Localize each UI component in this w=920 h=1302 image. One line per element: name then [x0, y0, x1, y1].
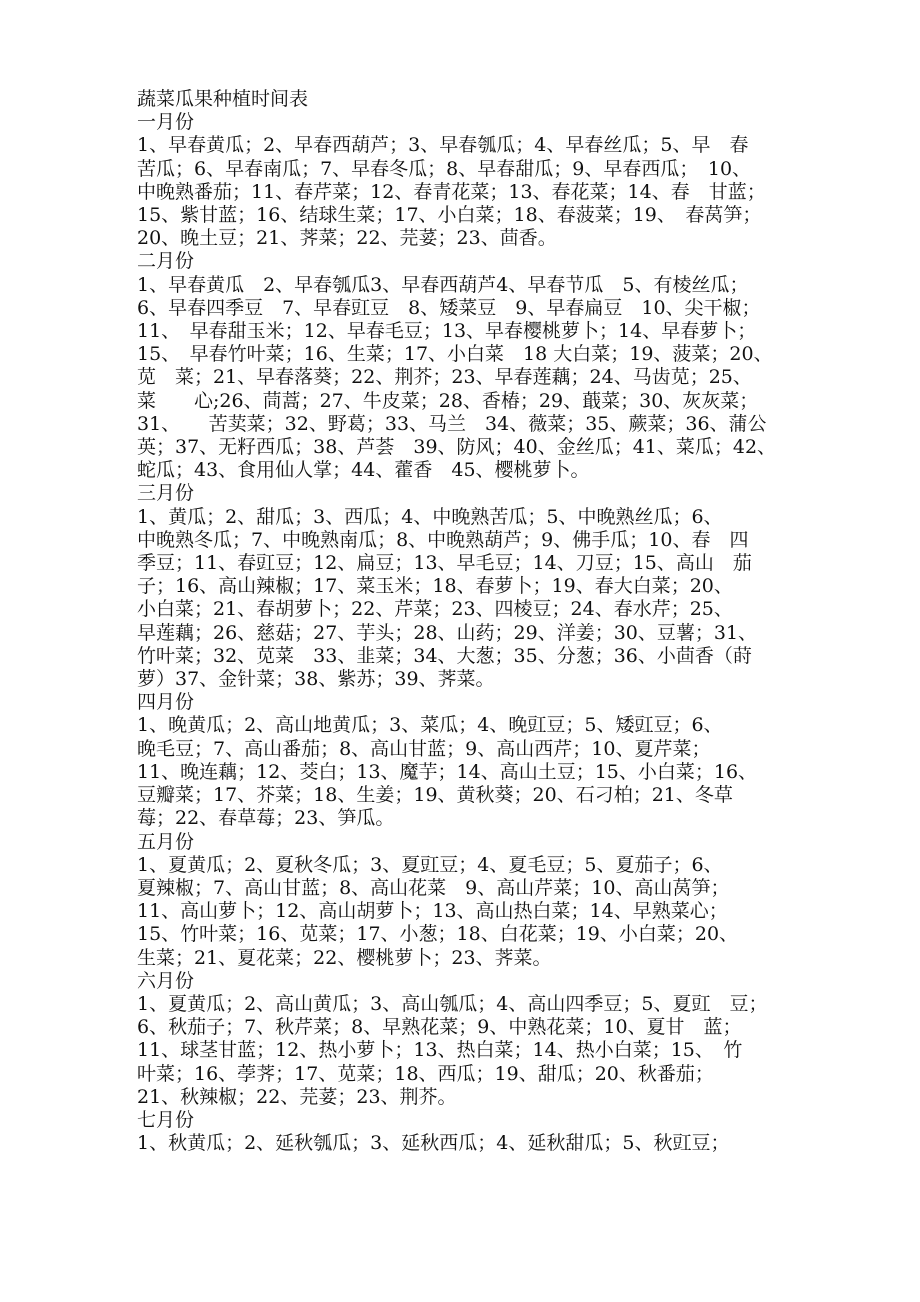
- text-line: 生菜；21、夏花菜；22、樱桃萝卜；23、荠菜。: [137, 946, 552, 969]
- text-line: 11、 早春甜玉米；12、早春毛豆；13、早春樱桃萝卜；14、早春萝卜；: [137, 320, 757, 343]
- text-line: 11、球茎甘蓝；12、热小萝卜；13、热白菜；14、热小白菜；15、 竹: [137, 1039, 743, 1062]
- text-line: 6、秋茄子；7、秋芹菜；8、早熟花菜；9、中熟花菜；10、夏甘 蓝；: [137, 1016, 742, 1039]
- document-page: [137, 88, 792, 1155]
- text-line: 夏辣椒；7、高山甘蓝；8、高山花菜 9、高山芹菜；10、高山莴笋；: [137, 876, 730, 899]
- month-heading: 三月份: [137, 482, 195, 505]
- text-line: 15、竹叶菜；16、苋菜；17、小葱；18、白花菜；19、小白菜；20、: [137, 923, 739, 946]
- text-line: 叶菜；16、荸荠；17、苋菜；18、西瓜；19、甜瓜；20、秋番茄；: [137, 1062, 714, 1085]
- text-line: 1、早春黄瓜 2、早春瓠瓜3、早春西葫芦4、早春节瓜 5、有棱丝瓜；: [137, 273, 749, 296]
- text-line: 苦瓜；6、早春南瓜；7、早春冬瓜；8、早春甜瓜；9、早春西瓜； 10、: [137, 157, 752, 180]
- text-line: 20、晚土豆；21、荠菜；22、芫荽；23、茴香。: [137, 227, 557, 250]
- month-heading: 一月份: [137, 111, 195, 134]
- month-section-may: [137, 831, 792, 970]
- month-heading: 四月份: [137, 691, 195, 714]
- month-section-jul: [137, 1109, 792, 1155]
- text-line: 21、秋辣椒；22、芫荽；23、荆芥。: [137, 1085, 457, 1108]
- month-section-apr: [137, 691, 792, 830]
- text-line: 竹叶菜；32、苋菜 33、韭菜；34、大葱；35、分葱；36、小茴香（莳: [137, 644, 752, 667]
- month-heading: 二月份: [137, 250, 195, 273]
- text-line: 1、黄瓜；2、甜瓜；3、西瓜；4、中晚熟苦瓜；5、中晚熟丝瓜；6、: [137, 505, 723, 528]
- month-heading: 六月份: [137, 969, 195, 992]
- text-line: 萝）37、金针菜；38、紫苏；39、荠菜。: [137, 668, 495, 691]
- text-line: 1、秋黄瓜；2、延秋瓠瓜；3、延秋西瓜；4、延秋甜瓜；5、秋豇豆；: [137, 1132, 730, 1155]
- text-line: 早莲藕；26、慈菇；27、芋头；28、山药；29、洋姜；30、豆薯；31、: [137, 621, 758, 644]
- text-line: 31、 苦荬菜；32、野葛；33、马兰 34、薇菜；35、蕨菜；36、蒲公: [137, 412, 767, 435]
- text-line: 英；37、无籽西瓜；38、芦荟 39、防风；40、金丝瓜；41、菜瓜；42、: [137, 436, 777, 459]
- month-section-mar: [137, 482, 792, 691]
- text-line: 晚毛豆；7、高山番茄；8、高山甘蓝；9、高山西芹；10、夏芹菜；: [137, 737, 711, 760]
- text-line: 1、夏黄瓜；2、夏秋冬瓜；3、夏豇豆；4、夏毛豆；5、夏茄子；6、: [137, 853, 723, 876]
- month-section-jun: [137, 970, 792, 1109]
- document-title: 蔬菜瓜果种植时间表: [137, 88, 309, 110]
- text-line: 中晚熟冬瓜；7、中晚熟南瓜；8、中晚熟葫芦；9、佛手瓜；10、春 四: [137, 528, 749, 551]
- month-section-jan: [137, 111, 792, 250]
- month-heading: 五月份: [137, 830, 195, 853]
- text-line: 1、早春黄瓜；2、早春西葫芦；3、早春瓠瓜；4、早春丝瓜；5、早 春: [137, 134, 749, 157]
- month-section-feb: [137, 250, 792, 482]
- text-line: 季豆；11、春豇豆；12、扁豆；13、早毛豆；14、刀豆；15、高山 茄: [137, 552, 752, 575]
- text-line: 11、晚连藕；12、茭白；13、魔芋；14、高山土豆；15、小白菜；16、: [137, 760, 758, 783]
- text-line: 蛇瓜；43、食用仙人掌；44、藿香 45、樱桃萝卜。: [137, 459, 590, 482]
- text-line: 莓；22、春草莓；23、笋瓜。: [137, 807, 395, 830]
- text-line: 1、晚黄瓜；2、高山地黄瓜；3、菜瓜；4、晚豇豆；5、矮豇豆；6、: [137, 714, 723, 737]
- text-line: 15、 早春竹叶菜；16、生菜；17、小白菜 18 大白菜；19、菠菜；20、: [137, 343, 773, 366]
- text-line: 小白菜；21、春胡萝卜；22、芹菜；23、四棱豆；24、春水芹；25、: [137, 598, 733, 621]
- text-line: 豆瓣菜；17、芥菜；18、生姜；19、黄秋葵；20、石刁柏；21、冬草: [137, 784, 733, 807]
- text-line: 菜 心;26、茼蒿；27、牛皮菜；28、香椿；29、蕺菜；30、灰灰菜；: [137, 389, 759, 412]
- text-line: 1、夏黄瓜；2、高山黄瓜；3、高山瓠瓜；4、高山四季豆；5、夏豇 豆；: [137, 992, 768, 1015]
- text-line: 苋 菜；21、早春落葵；22、荆芥；23、早春莲藕；24、马齿苋；25、: [137, 366, 752, 389]
- text-line: 子；16、高山辣椒；17、菜玉米；18、春萝卜；19、春大白菜；20、: [137, 575, 733, 598]
- text-line: 15、紫甘蓝；16、结球生菜；17、小白菜；18、春菠菜；19、 春莴笋；: [137, 204, 762, 227]
- month-heading: 七月份: [137, 1108, 195, 1131]
- text-line: 6、早春四季豆 7、早春豇豆 8、矮菜豆 9、早春扁豆 10、尖干椒；: [137, 296, 761, 319]
- text-line: 中晚熟番茄；11、春芹菜；12、春青花菜；13、春花菜；14、春 甘蓝；: [137, 180, 766, 203]
- text-line: 11、高山萝卜；12、高山胡萝卜；13、高山热白菜；14、早熟菜心；: [137, 900, 728, 923]
